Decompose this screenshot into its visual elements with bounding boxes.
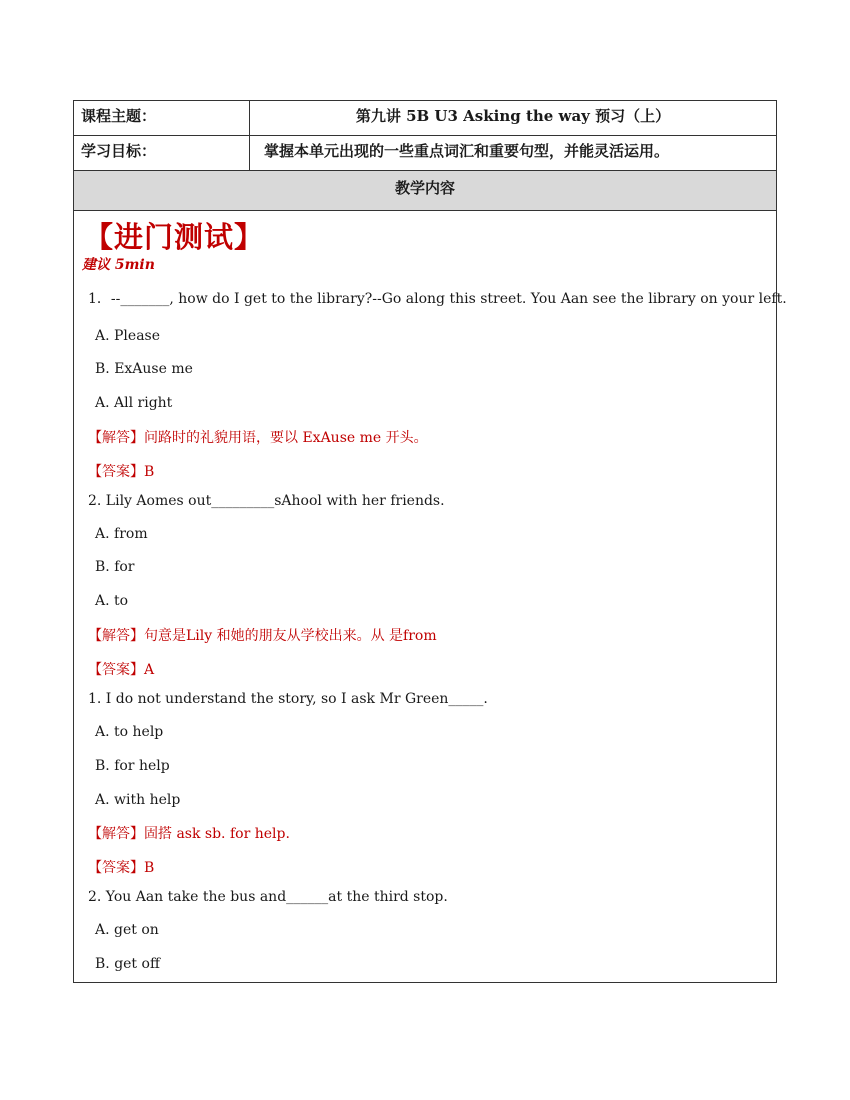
question-4: 2. You Aan take the bus and______at the third stop.	[88, 889, 448, 905]
answer-3: 【答案】B	[88, 860, 155, 876]
option-2b: B. for	[95, 559, 135, 575]
option-1c: A. All right	[95, 395, 173, 411]
option-4b: B. get off	[95, 956, 160, 972]
content-area	[74, 211, 787, 982]
option-1b: B. ExAuse me	[95, 361, 193, 377]
content-header: 教学内容	[394, 179, 455, 197]
goal-label: 学习目标：	[74, 136, 250, 170]
topic-value: 第九讲 5B U3 Asking the way 预习（上）	[355, 107, 671, 125]
option-3b: B. for help	[95, 758, 170, 774]
question-2: 2. Lily Aomes out_________sAhool with her friends.	[88, 493, 445, 509]
topic-row	[74, 101, 776, 136]
explanation-3: 【解答】固搭 ask sb. for help.	[88, 826, 290, 842]
section-title: 【进门测试】	[84, 220, 265, 254]
option-2a: A. from	[95, 526, 148, 542]
question-1: 1．--_______, how do I get to the library?--Go along this street. You Aan see the library on your left.	[88, 291, 787, 307]
lesson-table	[73, 100, 787, 983]
goal-value: 掌握本单元出现的一些重点词汇和重要句型，并能灵活运用。	[264, 142, 670, 160]
content-header-row	[74, 171, 776, 211]
option-2c: A. to	[95, 593, 129, 609]
suggested-time: 建议 5min	[82, 257, 155, 273]
option-3c: A. with help	[95, 792, 181, 808]
option-3a: A. to help	[95, 724, 164, 740]
answer-1: 【答案】B	[88, 464, 155, 480]
explanation-1: 【解答】问路时的礼貌用语，要以 ExAuse me 开头。	[88, 430, 428, 446]
topic-label: 课程主题：	[74, 101, 250, 135]
explanation-2: 【解答】句意是Lily 和她的朋友从学校出来。从 是from	[88, 628, 437, 644]
goal-row	[74, 136, 776, 171]
option-1a: A. Please	[95, 328, 161, 344]
question-3: 1. I do not understand the story, so I ask Mr Green_____.	[88, 691, 488, 707]
answer-2: 【答案】A	[88, 662, 155, 678]
option-4a: A. get on	[95, 922, 159, 938]
